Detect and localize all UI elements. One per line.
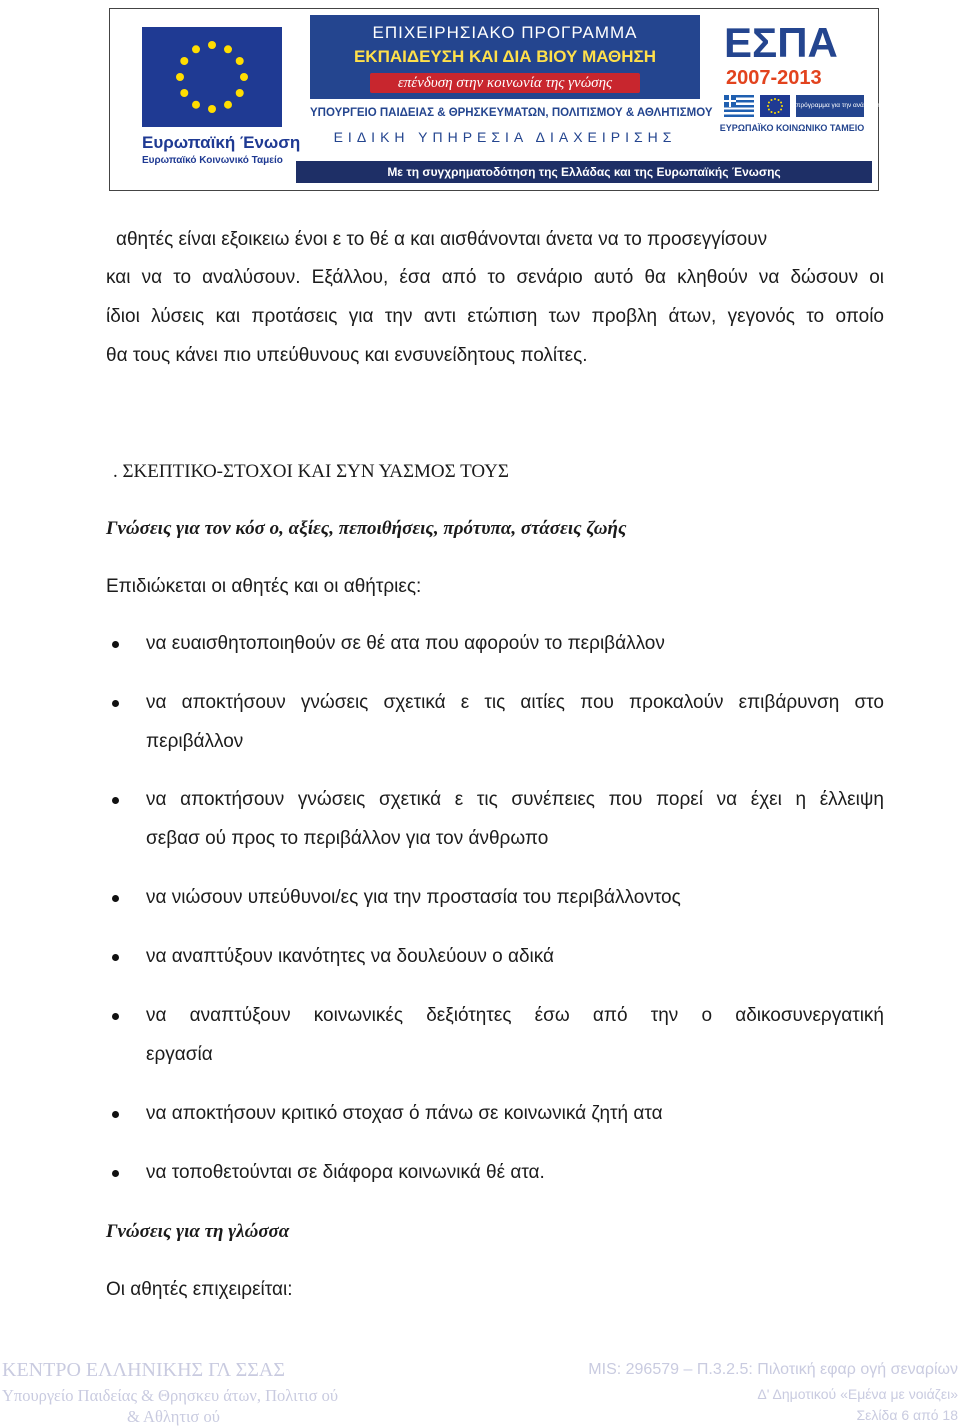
eu-star-icon	[192, 45, 200, 53]
section-heading: . ΣΚΕΠΤΙΚΟ-ΣΤΟΧΟΙ ΚΑΙ ΣΥΝ ΥΑΣΜΟΣ ΤΟΥΣ	[113, 461, 509, 482]
intro-line-2: και να το αναλύσουν. Εξάλλου, έσα από το σενάριο αυτό θα κληθούν να δώσουν οι	[106, 267, 884, 288]
espa-title: ΕΣΠΑ	[724, 19, 838, 66]
eu-star-icon	[780, 109, 782, 111]
espa-slogan: πρόγραμμα για την ανάπτυξη	[796, 95, 864, 117]
bullet-dot	[112, 1111, 119, 1118]
bullet-item: να αναπτύξουν κοινωνικές δεξιότητες έσω από την ο αδικοσυνεργατική	[146, 1005, 884, 1026]
eu-star-icon	[771, 111, 773, 113]
bullet-dot	[112, 641, 119, 648]
bullet-item: να ευαισθητοποιηθούν σε θέ ατα που αφορούν το περιβάλλον	[146, 633, 665, 654]
footer-center-name: ΚΕΝΤΡΟ ΕΛΛΗΝΙΚΗΣ ΓΛ ΣΣΑΣ	[2, 1359, 285, 1381]
eu-star-icon	[236, 57, 244, 65]
subheading-language: Γνώσεις για τη γλώσσα	[106, 1221, 290, 1242]
eu-star-icon	[208, 105, 216, 113]
bullet-dot	[112, 895, 119, 902]
page-number: Σελίδα 6 από 18	[856, 1407, 958, 1423]
eu-flag-icon	[142, 27, 282, 127]
bullet-dot	[112, 797, 119, 804]
eu-star-icon	[224, 101, 232, 109]
espa-flags	[724, 95, 881, 117]
eu-star-icon	[780, 102, 782, 104]
eu-star-icon	[180, 57, 188, 65]
eu-star-icon	[208, 41, 216, 49]
eu-logo	[118, 15, 301, 185]
language-intro: Οι αθητές επιχειρείται:	[106, 1279, 293, 1300]
program-subtitle: ΕΚΠΑΙΔΕΥΣΗ ΚΑΙ ΔΙΑ ΒΙΟΥ ΜΑΘΗΣΗ	[353, 47, 657, 66]
program-slogan: επένδυση στην κοινωνία της γνώσης	[370, 73, 640, 93]
espa-years: 2007-2013	[726, 67, 822, 89]
bullet-dot	[112, 954, 119, 961]
eu-star-icon	[771, 99, 773, 101]
greek-flag-icon	[724, 95, 754, 117]
eu-star-icon	[768, 109, 770, 111]
bullet-item: να αποκτήσουν γνώσεις σχετικά ε τις αιτίες που προκαλούν επιβάρυνση στο	[146, 692, 884, 713]
espa-fund-label: ΕΥΡΩΠΑΪΚΟ ΚΟΙΝΩΝΙΚΟ ΤΑΜΕΙΟ	[719, 123, 865, 133]
goals-intro: Επιδιώκεται οι αθητές και οι αθήτριες:	[106, 576, 422, 597]
eu-star-icon	[778, 99, 780, 101]
bullet-dot	[112, 1170, 119, 1177]
eu-star-icon	[774, 112, 776, 114]
eu-fund-label: Ευρωπαϊκό Κοινωνικό Ταμείο	[142, 155, 283, 166]
footer-scenario: Δ' Δημοτικού «Εμένα με νοιάζει»	[757, 1386, 958, 1402]
eu-star-icon	[236, 89, 244, 97]
bullet-item: να νιώσουν υπεύθυνοι/ες για την προστασία του περιβάλλοντος	[146, 887, 681, 908]
cofund-strip: Με τη συγχρηματοδότηση της Ελλάδας και της Ευρωπαϊκής Ένωσης	[296, 161, 872, 183]
eu-star-icon	[774, 98, 776, 100]
eu-star-icon	[180, 89, 188, 97]
intro-line-1: αθητές είναι εξοικειω ένοι ε το θέ α και αισθάνονται άνετα να το προσεγγίσουν	[116, 229, 768, 250]
program-title: ΕΠΙΧΕΙΡΗΣΙΑΚΟ ΠΡΟΓΡΑΜΜΑ	[372, 23, 638, 42]
footer-ministry-cont: & Αθλητισ ού	[127, 1407, 220, 1426]
bullet-item: να αποκτήσουν κριτικό στοχασ ό πάνω σε κοινωνικά ζητή ατα	[146, 1103, 663, 1124]
bullet-item-continued: περιβάλλον	[146, 731, 244, 752]
service-label: ΕΙΔΙΚΗ ΥΠΗΡΕΣΙΑ ΔΙΑΧΕΙΡΙΣΗΣ	[333, 129, 677, 145]
eu-star-icon	[224, 45, 232, 53]
subheading-world: Γνώσεις για τον κόσ ο, αξίες, πεποιθήσεις, πρότυπα, στάσεις ζωής	[106, 518, 627, 539]
program-logo	[310, 15, 713, 161]
bullet-item: να αποκτήσουν γνώσεις σχετικά ε τις συνέπειες που πορεί να έχει η έλλειψη	[146, 789, 884, 810]
intro-line-3: ίδιοι λύσεις και προτάσεις για την αντι ετώπιση των προβλη άτων, γεγονός το οποίο	[106, 306, 884, 327]
bullet-dot	[112, 700, 119, 707]
bullet-item: να αναπτύξουν ικανότητες να δουλεύουν ο αδικά	[146, 946, 554, 967]
eu-union-label: Ευρωπαϊκή Ένωση	[142, 133, 301, 152]
espa-logo	[714, 15, 881, 161]
header-banner	[109, 8, 879, 191]
eu-mini-flag-icon	[760, 95, 790, 117]
eu-star-icon	[768, 102, 770, 104]
eu-star-icon	[176, 73, 184, 81]
footer-ministry: Υπουργείο Παιδείας & Θρησκευ άτων, Πολιτισ ού	[2, 1386, 339, 1405]
bullet-item-continued: σεβασ ού προς το περιβάλλον για τον άνθρωπο	[146, 828, 549, 849]
eu-star-icon	[781, 105, 783, 107]
bullet-item-continued: εργασία	[146, 1044, 213, 1065]
eu-star-icon	[192, 101, 200, 109]
program-box	[310, 15, 700, 99]
ministry-label: ΥΠΟΥΡΓΕΙΟ ΠΑΙΔΕΙΑΣ & ΘΡΗΣΚΕΥΜΑΤΩΝ, ΠΟΛΙΤΙΣΜΟΥ & ΑΘΛΗΤΙΣΜΟΥ	[310, 107, 713, 119]
bullet-dot	[112, 1013, 119, 1020]
eu-star-icon	[767, 105, 769, 107]
footer-mis: MIS: 296579 – Π.3.2.5: Πιλοτική εφαρ ογή σεναρίων	[588, 1361, 958, 1378]
eu-star-icon	[240, 73, 248, 81]
eu-star-icon	[778, 111, 780, 113]
bullet-item: να τοποθετούνται σε διάφορα κοινωνικά θέ ατα.	[146, 1162, 545, 1183]
intro-line-4: θα τους κάνει πιο υπεύθυνους και ενσυνείδητους πολίτες.	[106, 345, 588, 366]
